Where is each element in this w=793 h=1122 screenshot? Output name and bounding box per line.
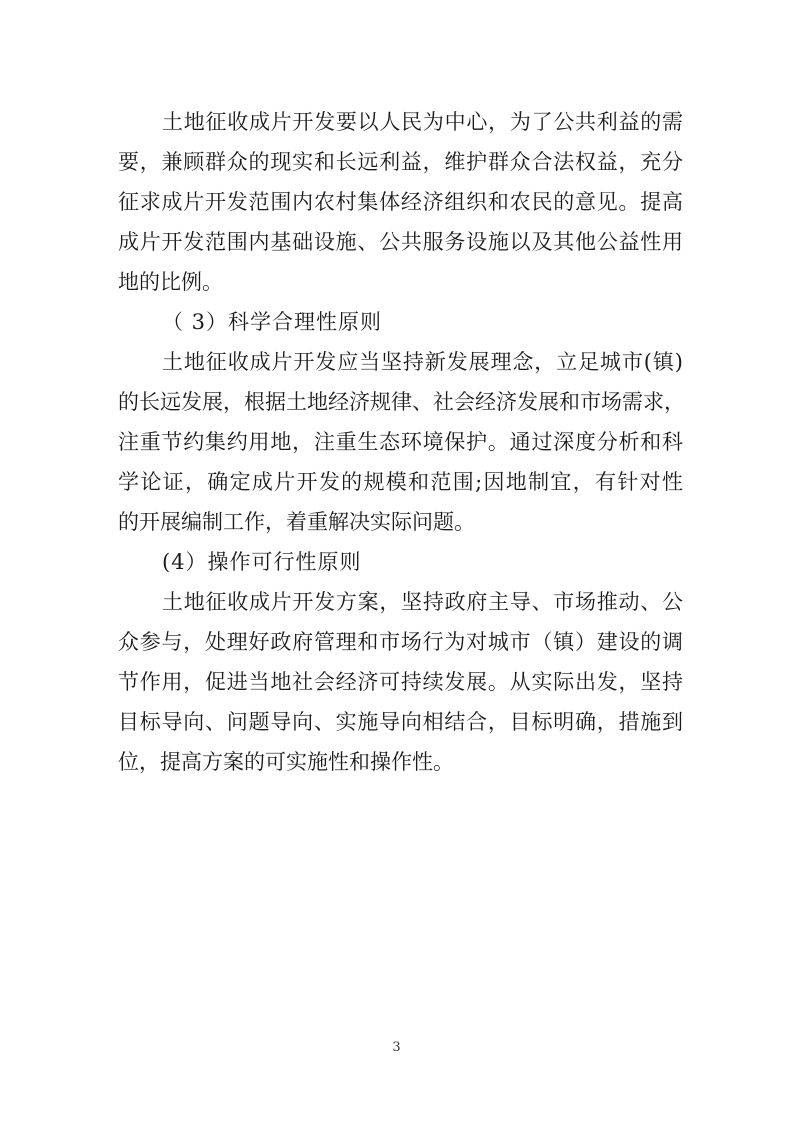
text-line: 土地征收成片开发要以人民为中心，为了公共利益的需 <box>162 110 683 134</box>
paragraph-scientific-rationality <box>118 342 683 542</box>
paragraph-operational-feasibility <box>118 582 683 782</box>
page-number: 3 <box>392 1040 401 1055</box>
paragraph-people-centered <box>118 102 683 302</box>
section-heading-operational-feasibility: (4）操作可行性原则 <box>162 550 362 574</box>
text-line: 目标导向、问题导向、实施导向相结合，目标明确，措施到 <box>118 710 683 734</box>
text-line: 节作用，促进当地社会经济可持续发展。从实际出发，坚持 <box>118 670 683 694</box>
text-line: 要，兼顾群众的现实和长远利益，维护群众合法权益，充分 <box>118 150 683 174</box>
text-line: 学论证，确定成片开发的规模和范围;因地制宜，有针对性 <box>118 470 683 494</box>
text-line: 的开展编制工作，着重解决实际问题。 <box>118 510 475 534</box>
text-line: 的长远发展，根据土地经济规律、社会经济发展和市场需求， <box>118 390 685 414</box>
text-line: 征求成片开发范围内农村集体经济组织和农民的意见。提高 <box>118 190 683 214</box>
text-line: 地的比例。 <box>118 270 223 294</box>
text-line: 土地征收成片开发应当坚持新发展理念，立足城市(镇) <box>162 350 683 374</box>
text-line: 位，提高方案的可实施性和操作性。 <box>118 750 454 774</box>
text-line: 注重节约集约用地，注重生态环境保护。通过深度分析和科 <box>118 430 683 454</box>
text-line: 土地征收成片开发方案，坚持政府主导、市场推动、公 <box>162 590 683 614</box>
text-line: 众参与，处理好政府管理和市场行为对城市（镇）建设的调 <box>118 630 683 654</box>
document-body <box>118 102 683 782</box>
text-line: 成片开发范围内基础设施、公共服务设施以及其他公益性用 <box>118 230 683 254</box>
section-heading-scientific-rationality: （ 3）科学合理性原则 <box>162 310 383 334</box>
